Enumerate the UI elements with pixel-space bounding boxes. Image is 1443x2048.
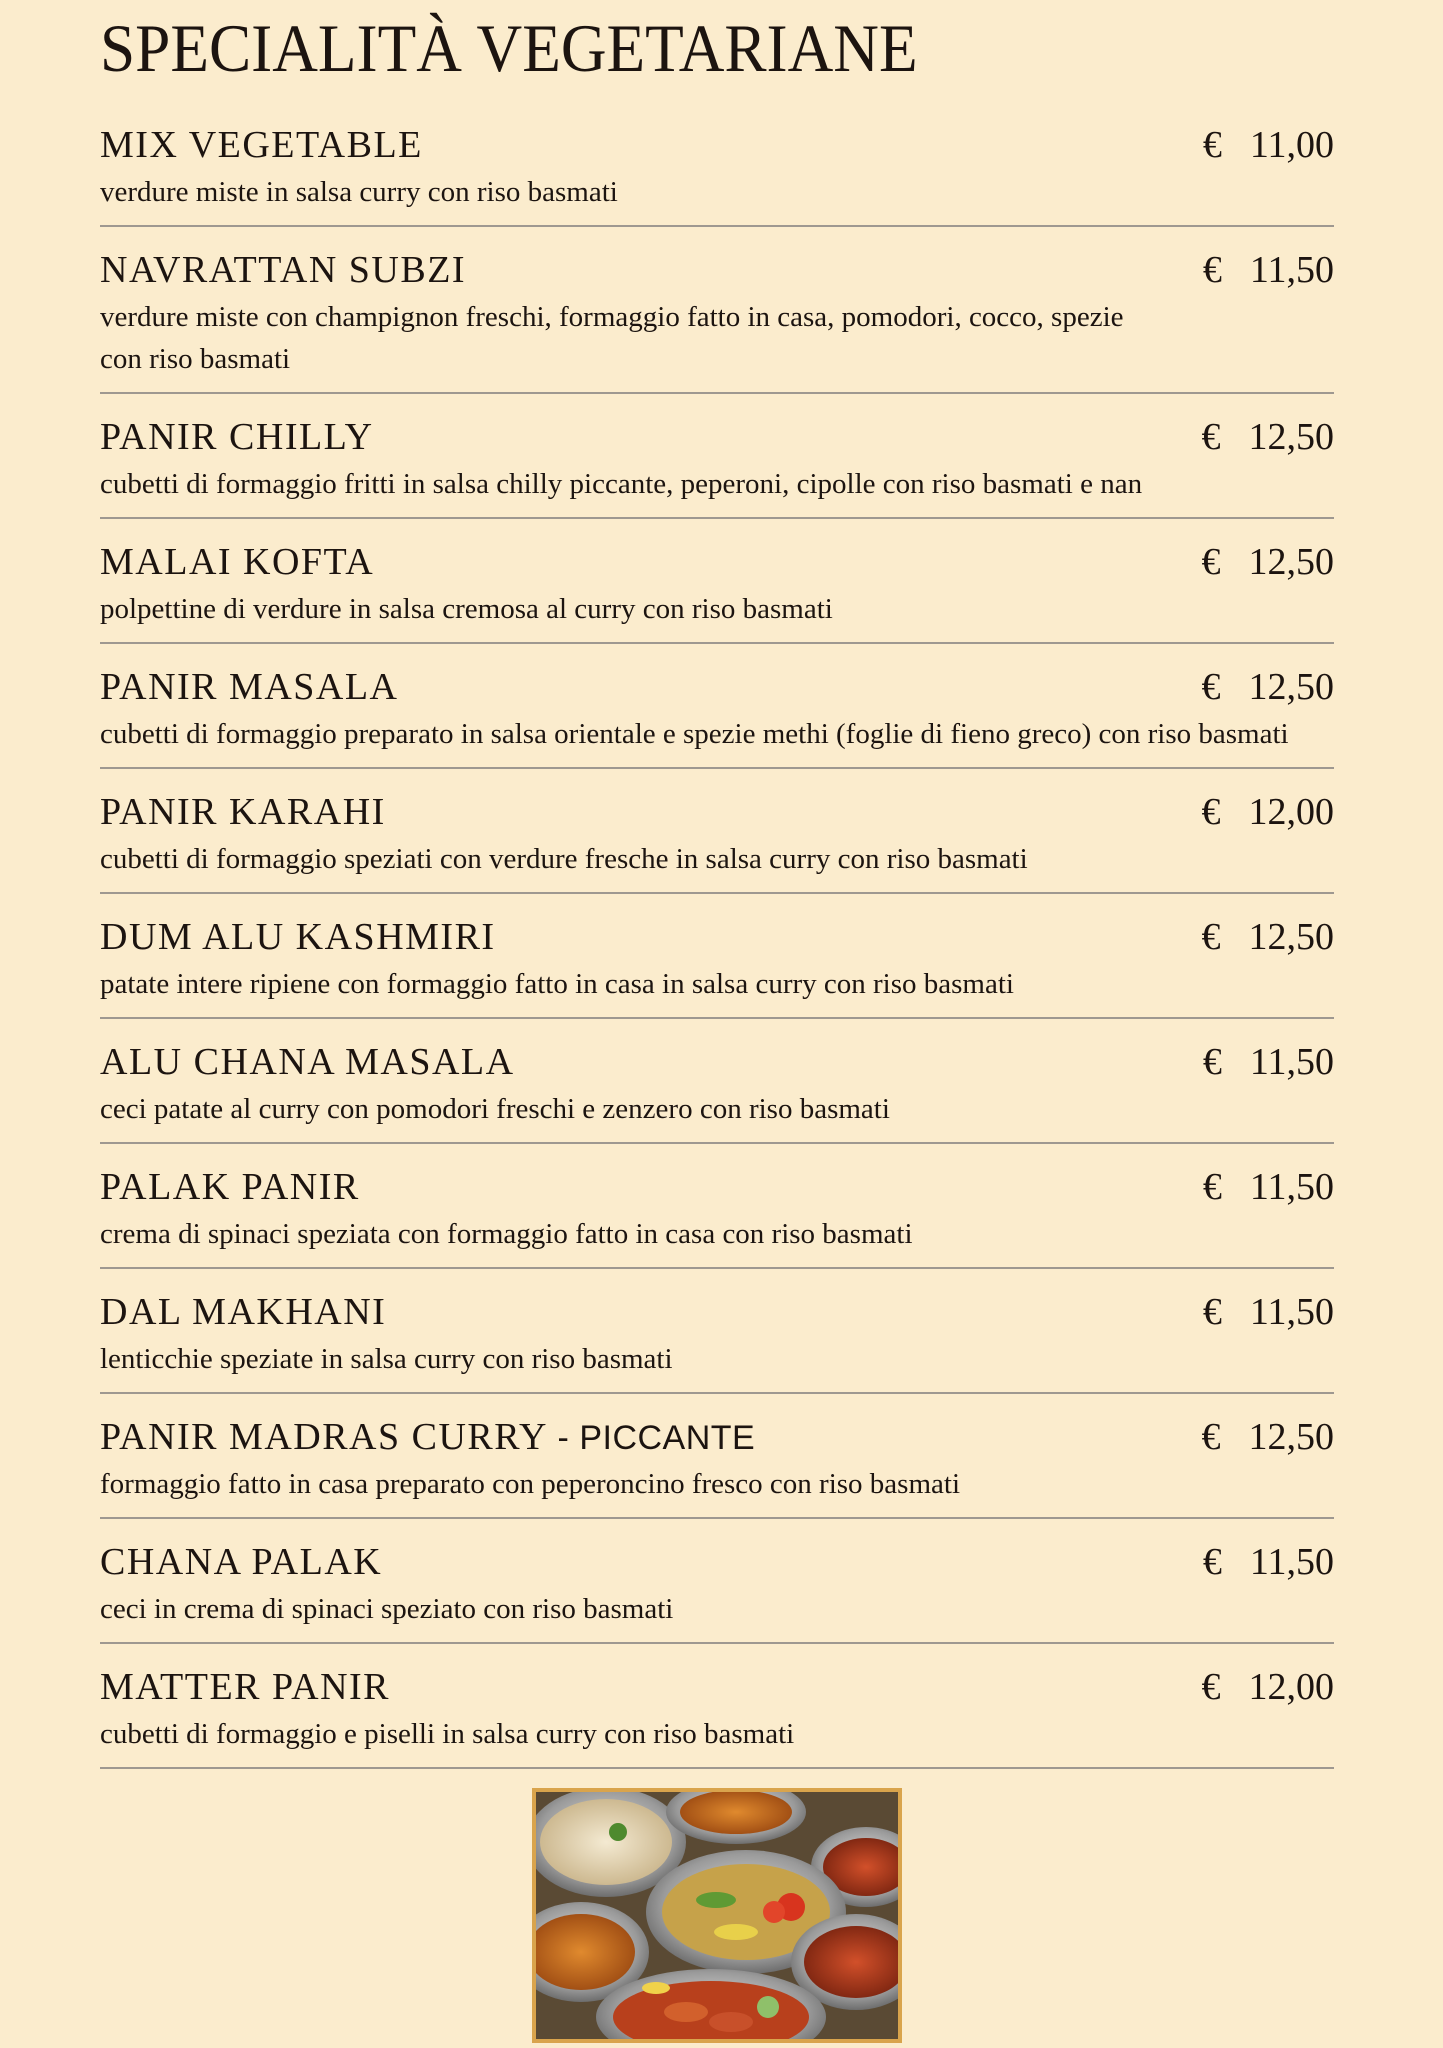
menu-item <box>100 658 1334 769</box>
dish-description: ceci in crema di spinaci speziato con riso basmati <box>100 1593 674 1625</box>
dish-name: PANIR CHILLY <box>100 416 374 458</box>
menu-item <box>100 908 1334 1019</box>
menu-item <box>100 783 1334 894</box>
menu-item <box>100 1533 1334 1644</box>
dish-name: MALAI KOFTA <box>100 541 375 583</box>
dish-description: verdure miste in salsa curry con riso basmati <box>100 176 618 208</box>
currency-symbol: € <box>1202 1041 1222 1083</box>
menu-item <box>100 1408 1334 1519</box>
dish-price: € 12,50 <box>1202 537 1335 587</box>
page-title: SPECIALITÀ VEGETARIANE <box>100 10 918 86</box>
dish-description: patate intere ripiene con formaggio fatto in casa in salsa curry con riso basmati <box>100 968 1014 1000</box>
currency-symbol: € <box>1201 791 1221 833</box>
dish-price: € 12,00 <box>1202 1662 1335 1712</box>
dish-name: PANIR KARAHI <box>100 791 386 833</box>
dish-description: cubetti di formaggio preparato in salsa orientale e spezie methi (foglie di fieno greco) con riso basmati <box>100 718 1289 750</box>
dish-price: € 11,50 <box>1203 1537 1334 1587</box>
dish-price: € 12,50 <box>1202 1412 1335 1462</box>
dish-description: ceci patate al curry con pomodori freschi e zenzero con riso basmati <box>100 1093 890 1125</box>
menu-list <box>100 116 1334 1783</box>
dish-name: PANIR MADRAS CURRY - PICCANTE <box>100 1416 756 1458</box>
currency-symbol: € <box>1202 1166 1222 1208</box>
dish-description: formaggio fatto in casa preparato con peperoncino fresco con riso basmati <box>100 1468 961 1500</box>
currency-symbol: € <box>1201 1666 1221 1708</box>
menu-item <box>100 241 1334 394</box>
dish-name: PANIR MASALA <box>100 666 399 708</box>
menu-item <box>100 533 1334 644</box>
menu-item <box>100 1158 1334 1269</box>
menu-item <box>100 1033 1334 1144</box>
food-illustration <box>536 1792 898 2039</box>
dish-description: cubetti di formaggio fritti in salsa chilly piccante, peperoni, cipolle con riso basmati e nan <box>100 468 1143 500</box>
dish-price: € 12,50 <box>1202 662 1335 712</box>
dish-name: MIX VEGETABLE <box>100 124 423 166</box>
dish-description: crema di spinaci speziata con formaggio fatto in casa con riso basmati <box>100 1218 913 1250</box>
currency-symbol: € <box>1201 916 1221 958</box>
dish-description: lenticchie speziate in salsa curry con riso basmati <box>100 1343 673 1375</box>
dish-price: € 11,50 <box>1203 1287 1334 1337</box>
food-photo <box>532 1788 902 2043</box>
dish-description: verdure miste con champignon freschi, formaggio fatto in casa, pomodori, cocco, spezie con riso basmati <box>100 301 1124 375</box>
currency-symbol: € <box>1201 416 1221 458</box>
menu-item <box>100 116 1334 227</box>
menu-item <box>100 408 1334 519</box>
currency-symbol: € <box>1201 541 1221 583</box>
dish-price: € 11,50 <box>1203 1037 1334 1087</box>
currency-symbol: € <box>1202 249 1222 291</box>
dish-name: CHANA PALAK <box>100 1541 383 1583</box>
currency-symbol: € <box>1202 1541 1222 1583</box>
dish-name: MATTER PANIR <box>100 1666 391 1708</box>
dish-description: polpettine di verdure in salsa cremosa al curry con riso basmati <box>100 593 833 625</box>
dish-name: DUM ALU KASHMIRI <box>100 916 496 958</box>
dish-name: PALAK PANIR <box>100 1166 360 1208</box>
currency-symbol: € <box>1202 1291 1222 1333</box>
dish-description: cubetti di formaggio e piselli in salsa curry con riso basmati <box>100 1718 795 1750</box>
menu-item <box>100 1283 1334 1394</box>
dish-name: ALU CHANA MASALA <box>100 1041 515 1083</box>
dish-name: DAL MAKHANI <box>100 1291 387 1333</box>
dish-price: € 12,50 <box>1202 412 1335 462</box>
dish-price: € 11,50 <box>1203 1162 1334 1212</box>
currency-symbol: € <box>1201 1416 1221 1458</box>
currency-symbol: € <box>1202 124 1222 166</box>
dish-price: € 11,50 <box>1203 245 1334 295</box>
dish-description: cubetti di formaggio speziati con verdure fresche in salsa curry con riso basmati <box>100 843 1028 875</box>
menu-item <box>100 1658 1334 1769</box>
dish-price: € 12,50 <box>1202 912 1335 962</box>
dish-price: € 11,00 <box>1203 120 1334 170</box>
dish-name: NAVRATTAN SUBZI <box>100 249 467 291</box>
currency-symbol: € <box>1201 666 1221 708</box>
dish-price: € 12,00 <box>1202 787 1335 837</box>
